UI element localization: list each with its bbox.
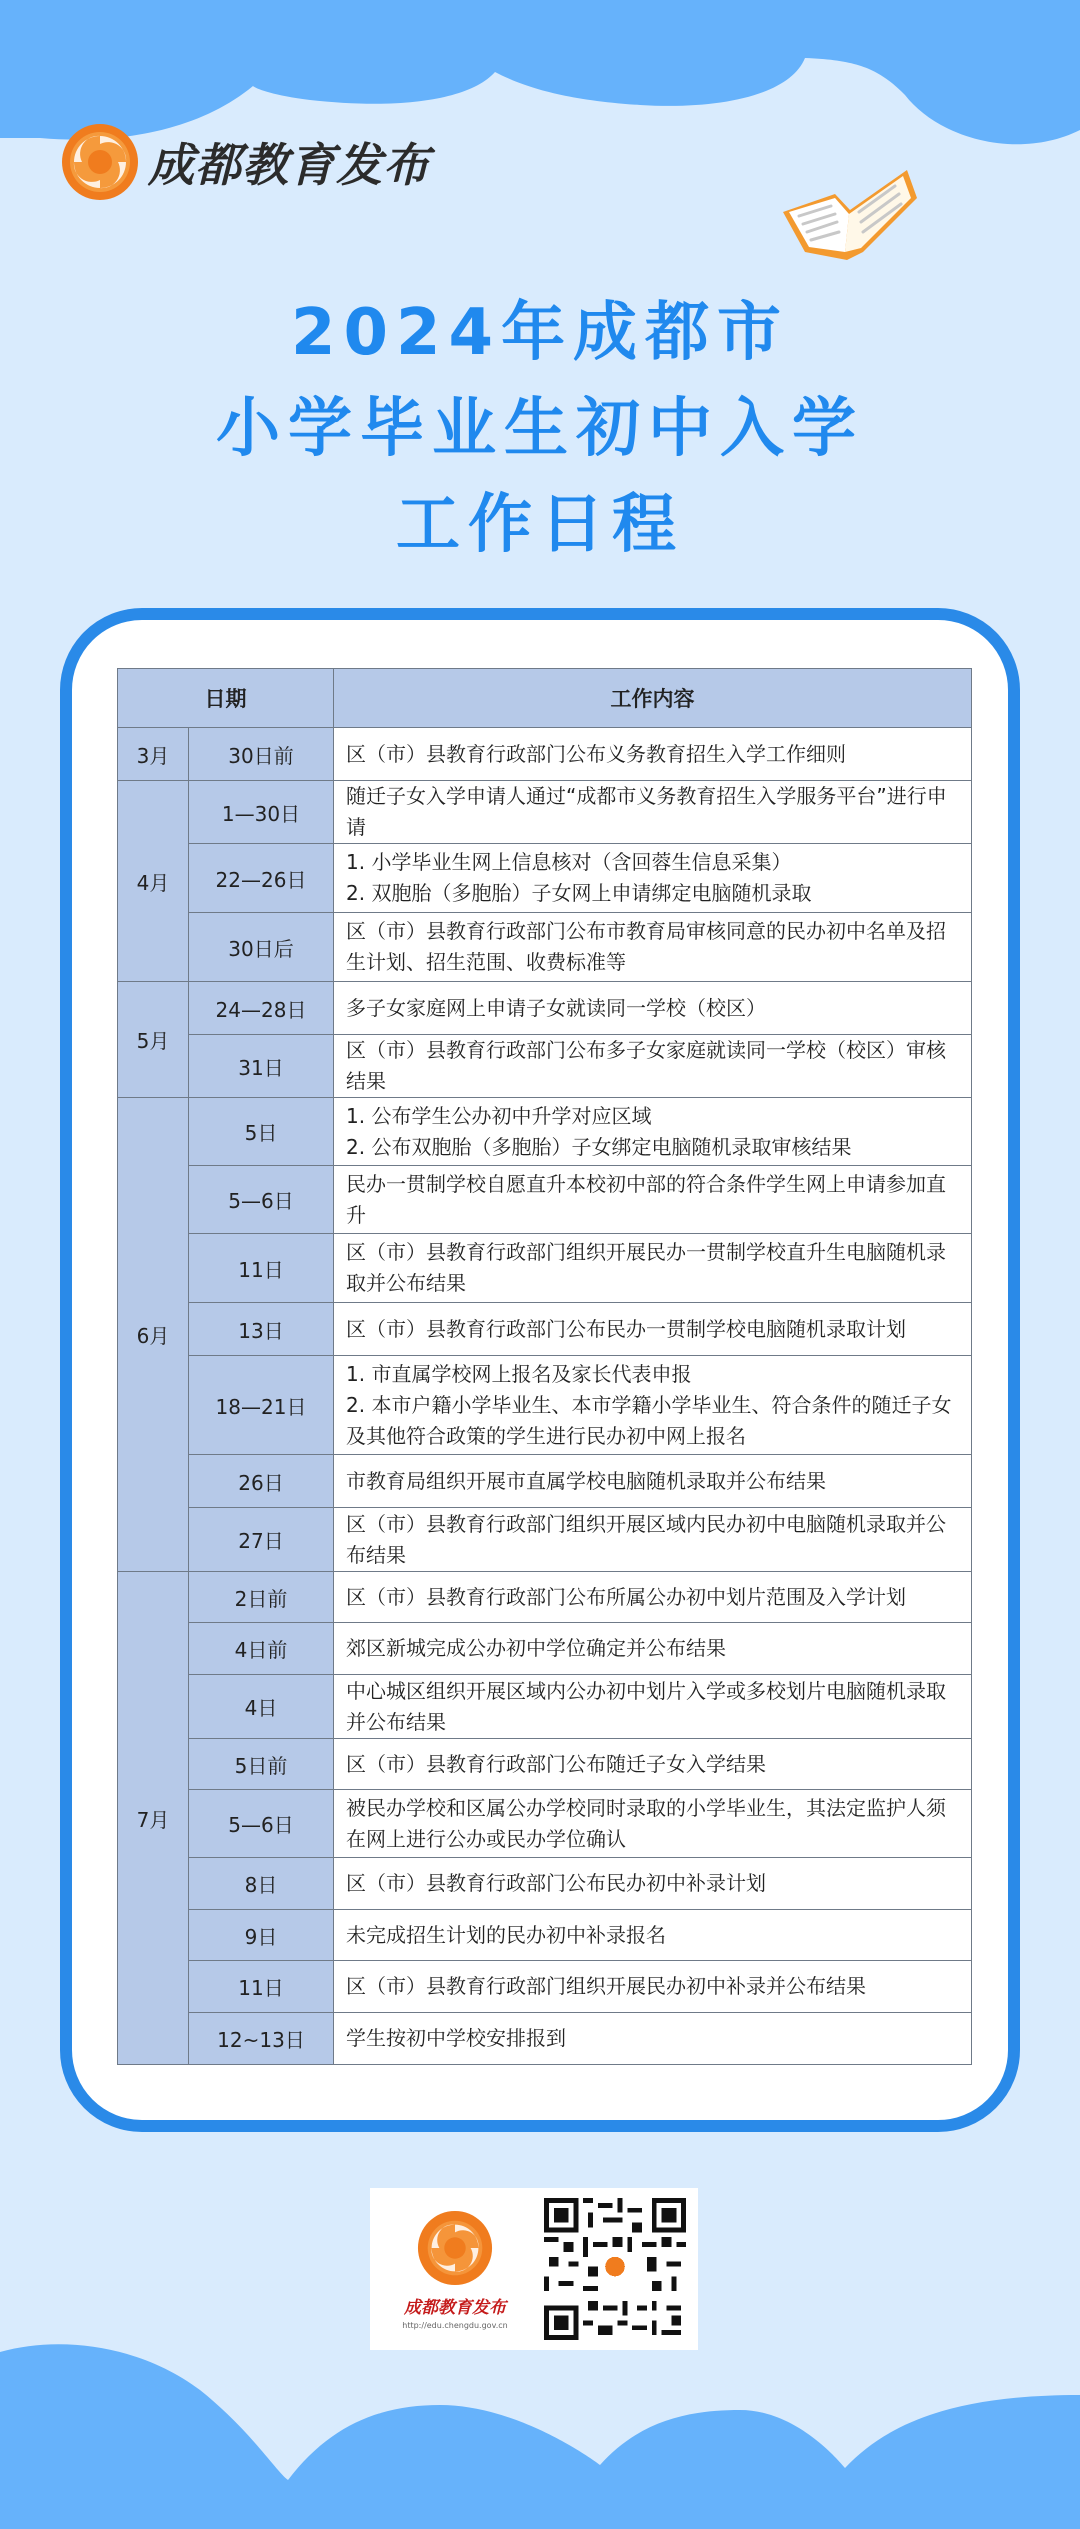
table-row	[118, 1166, 972, 1234]
date-cell: 4日前	[189, 1623, 334, 1675]
table-row	[118, 1858, 972, 1910]
brand-name: 成都教育发布	[148, 138, 430, 192]
date-cell: 12~13日	[189, 2013, 334, 2065]
date-cell: 4日	[189, 1675, 334, 1739]
month-cell: 6月	[118, 1098, 189, 1572]
bottom-wave-decoration	[0, 2340, 1080, 2529]
content-cell: 多子女家庭网上申请子女就读同一学校（校区）	[334, 982, 972, 1035]
footer-brand	[382, 2209, 528, 2330]
table-row	[118, 1790, 972, 1858]
chengdu-education-sun-logo-icon	[60, 122, 140, 202]
open-book-icon	[775, 152, 925, 267]
date-cell: 30日前	[189, 728, 334, 781]
title-line-1: 2024年成都市	[290, 296, 790, 370]
content-cell: 1. 公布学生公办初中升学对应区域 2. 公布双胞胎（多胞胎）子女绑定电脑随机录取审核结果	[334, 1098, 972, 1166]
date-cell: 27日	[189, 1508, 334, 1572]
header-content: 工作内容	[334, 669, 972, 728]
footer-brand-name: 成都教育发布	[403, 2297, 506, 2318]
table-row	[118, 1098, 972, 1166]
content-cell: 被民办学校和区属公办学校同时录取的小学毕业生，其法定监护人须在网上进行公办或民办学位确认	[334, 1790, 972, 1858]
table-row	[118, 844, 972, 913]
table-row	[118, 1961, 972, 2013]
date-cell: 5—6日	[189, 1166, 334, 1234]
date-cell: 26日	[189, 1455, 334, 1508]
content-cell: 区（市）县教育行政部门组织开展民办一贯制学校直升生电脑随机录取并公布结果	[334, 1234, 972, 1303]
month-cell: 7月	[118, 1572, 189, 2065]
table-row	[118, 1356, 972, 1455]
content-cell: 区（市）县教育行政部门组织开展区域内民办初中电脑随机录取并公布结果	[334, 1508, 972, 1572]
content-cell: 未完成招生计划的民办初中补录报名	[334, 1910, 972, 1961]
date-cell: 5日前	[189, 1739, 334, 1790]
footer-card	[370, 2188, 698, 2350]
content-cell: 1. 市直属学校网上报名及家长代表申报 2. 本市户籍小学毕业生、本市学籍小学毕业生、符合条件的随迁子女及其他符合政策的学生进行民办初中网上报名	[334, 1356, 972, 1455]
footer-url: http://edu.chengdu.gov.cn	[402, 2320, 508, 2330]
title-line-2: 小学毕业生初中入学	[216, 392, 864, 466]
table-row	[118, 781, 972, 844]
content-cell: 中心城区组织开展区域内公办初中划片入学或多校划片电脑随机录取并公布结果	[334, 1675, 972, 1739]
table-row	[118, 1572, 972, 1623]
table-row	[118, 1623, 972, 1675]
table-row	[118, 913, 972, 982]
table-header-row	[118, 669, 972, 728]
date-cell: 5—6日	[189, 1790, 334, 1858]
table-row	[118, 1910, 972, 1961]
date-cell: 13日	[189, 1303, 334, 1356]
header-date: 日期	[118, 669, 334, 728]
content-cell: 民办一贯制学校自愿直升本校初中部的符合条件学生网上申请参加直升	[334, 1166, 972, 1234]
schedule-table	[117, 668, 972, 2065]
table-row	[118, 728, 972, 781]
content-cell: 1. 小学毕业生网上信息核对（含回蓉生信息采集） 2. 双胞胎（多胞胎）子女网上申请绑定电脑随机录取	[334, 844, 972, 913]
date-cell: 11日	[189, 1961, 334, 2013]
table-row	[118, 1508, 972, 1572]
table-row	[118, 982, 972, 1035]
date-cell: 9日	[189, 1910, 334, 1961]
content-cell: 区（市）县教育行政部门公布所属公办初中划片范围及入学计划	[334, 1572, 972, 1623]
date-cell: 1—30日	[189, 781, 334, 844]
date-cell: 2日前	[189, 1572, 334, 1623]
content-cell: 区（市）县教育行政部门公布民办初中补录计划	[334, 1858, 972, 1910]
table-row	[118, 1675, 972, 1739]
table-row	[118, 1739, 972, 1790]
content-cell: 学生按初中学校安排报到	[334, 2013, 972, 2065]
content-cell: 郊区新城完成公办初中学位确定并公布结果	[334, 1623, 972, 1675]
title-line-3: 工作日程	[396, 488, 684, 562]
date-cell: 31日	[189, 1035, 334, 1098]
content-cell: 区（市）县教育行政部门公布市教育局审核同意的民办初中名单及招生计划、招生范围、收费标准等	[334, 913, 972, 982]
date-cell: 5日	[189, 1098, 334, 1166]
date-cell: 8日	[189, 1858, 334, 1910]
page-title	[0, 285, 1080, 573]
table-row	[118, 1455, 972, 1508]
table-row	[118, 1303, 972, 1356]
date-cell: 22—26日	[189, 844, 334, 913]
month-cell: 3月	[118, 728, 189, 781]
table-row	[118, 1035, 972, 1098]
content-cell: 区（市）县教育行政部门公布随迁子女入学结果	[334, 1739, 972, 1790]
qr-code-icon[interactable]	[544, 2196, 686, 2342]
content-cell: 随迁子女入学申请人通过“成都市义务教育招生入学服务平台”进行申请	[334, 781, 972, 844]
chengdu-education-sun-logo-icon	[416, 2209, 494, 2287]
date-cell: 30日后	[189, 913, 334, 982]
table-row	[118, 1234, 972, 1303]
content-cell: 区（市）县教育行政部门组织开展民办初中补录并公布结果	[334, 1961, 972, 2013]
content-cell: 区（市）县教育行政部门公布多子女家庭就读同一学校（校区）审核结果	[334, 1035, 972, 1098]
brand-header	[60, 122, 430, 202]
month-cell: 4月	[118, 781, 189, 982]
table-row	[118, 2013, 972, 2065]
content-cell: 区（市）县教育行政部门公布义务教育招生入学工作细则	[334, 728, 972, 781]
content-cell: 市教育局组织开展市直属学校电脑随机录取并公布结果	[334, 1455, 972, 1508]
date-cell: 11日	[189, 1234, 334, 1303]
content-cell: 区（市）县教育行政部门公布民办一贯制学校电脑随机录取计划	[334, 1303, 972, 1356]
date-cell: 24—28日	[189, 982, 334, 1035]
date-cell: 18—21日	[189, 1356, 334, 1455]
month-cell: 5月	[118, 982, 189, 1098]
